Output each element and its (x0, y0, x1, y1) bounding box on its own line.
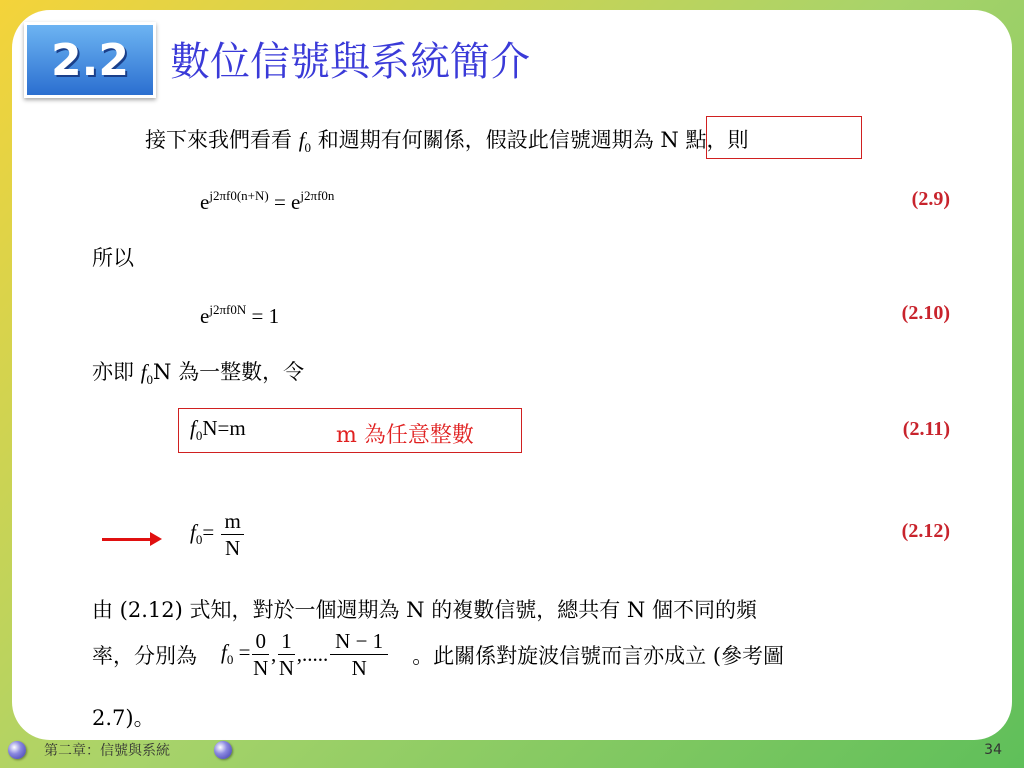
frac1-numerator: 0 (252, 628, 269, 655)
eq210-exponent: j2πf0N (209, 302, 247, 317)
frac2-denominator: N (278, 656, 295, 680)
so-text: 所以 (92, 246, 134, 270)
equation-2-12 (190, 508, 246, 561)
footer-bullet-icon (8, 741, 26, 759)
eq211-subscript: 0 (195, 428, 203, 444)
eq212-fraction (221, 508, 243, 561)
intro-text-c: ，則 (706, 128, 749, 152)
arrow-icon (102, 538, 152, 541)
eq210-rhs: = 1 (246, 304, 280, 328)
equation-number-2-11: (2.11) (902, 418, 950, 440)
paragraph-line-1: 由 (2.12) 式知，對於一個週期為 N 的複數信號，總共有 N 個不同的頻 (92, 598, 757, 622)
eq212-numerator: m (221, 508, 243, 535)
frequency-fraction-2 (278, 628, 295, 681)
frac3-denominator: N (351, 656, 367, 680)
para2-text-b: 。此關係對旋波信號而言亦成立 (參考圖 (412, 643, 785, 668)
f0-subscript: 0 (304, 140, 312, 156)
equation-number-2-12: (2.12) (901, 520, 950, 542)
para2-equals: = (233, 640, 251, 665)
eq29-exponent-left: j2πf0(n+N) (209, 188, 269, 203)
section-number: 2.2 (51, 34, 129, 86)
para2-text-a: 率，分別為 (92, 643, 197, 668)
arrow-head-icon (150, 532, 162, 546)
integer-text-b: N 為一整數，令 (153, 360, 305, 384)
eq212-equals: = (202, 520, 215, 545)
frac1-denominator: N (253, 656, 269, 680)
f0-symbol: f (298, 128, 305, 152)
intro-text-b: 和週期有何關係，假設此信號 (311, 128, 591, 152)
eq29-exponent-right: j2πf0n (300, 188, 335, 203)
para2-subscript: 0 (226, 652, 234, 668)
integer-line (92, 356, 304, 388)
equation-2-11 (190, 416, 246, 444)
eq212-subscript: 0 (195, 532, 203, 548)
f0-subscript-2: 0 (146, 372, 154, 388)
paragraph-line-3: 2.7)。 (92, 706, 155, 730)
equation-2-10 (200, 302, 279, 329)
section-badge (24, 22, 156, 98)
integer-text-a: 亦即 (92, 360, 141, 384)
page-number: 34 (984, 742, 1002, 758)
paragraph-line-2 (92, 628, 784, 681)
chapter-label: 第二章：信號與系統 (44, 743, 170, 759)
frac3-numerator: N − 1 (330, 628, 388, 655)
eq212-f: f (190, 520, 196, 545)
intro-text-a: 接下來我們看看 (145, 128, 299, 152)
frac-ellipsis: ,..... (296, 642, 329, 666)
frequency-fraction-3 (330, 628, 388, 681)
frequency-fraction-1 (252, 628, 269, 681)
eq211-expression: N=m (202, 416, 246, 440)
equation-2-9 (200, 188, 334, 215)
intro-line (145, 124, 748, 156)
footer-bullet-icon-2 (214, 741, 232, 759)
period-highlight-box (706, 116, 862, 159)
eq29-base: e (200, 190, 210, 214)
eq29-equals: = e (268, 190, 301, 214)
eq211-f: f (190, 416, 196, 440)
eq212-denominator: N (225, 536, 241, 560)
integer-note: m 為任意整數 (336, 423, 474, 448)
frac2-numerator: 1 (278, 628, 295, 655)
para2-f: f (221, 640, 227, 665)
equation-number-2-9: (2.9) (911, 188, 950, 210)
f0-symbol-2: f (140, 360, 147, 384)
equation-number-2-10: (2.10) (901, 302, 950, 324)
period-highlight: 週期為 N 點 (590, 128, 707, 152)
frac-comma: , (270, 642, 277, 666)
eq210-base: e (200, 304, 210, 328)
slide-title: 數位信號與系統簡介 (170, 39, 530, 85)
